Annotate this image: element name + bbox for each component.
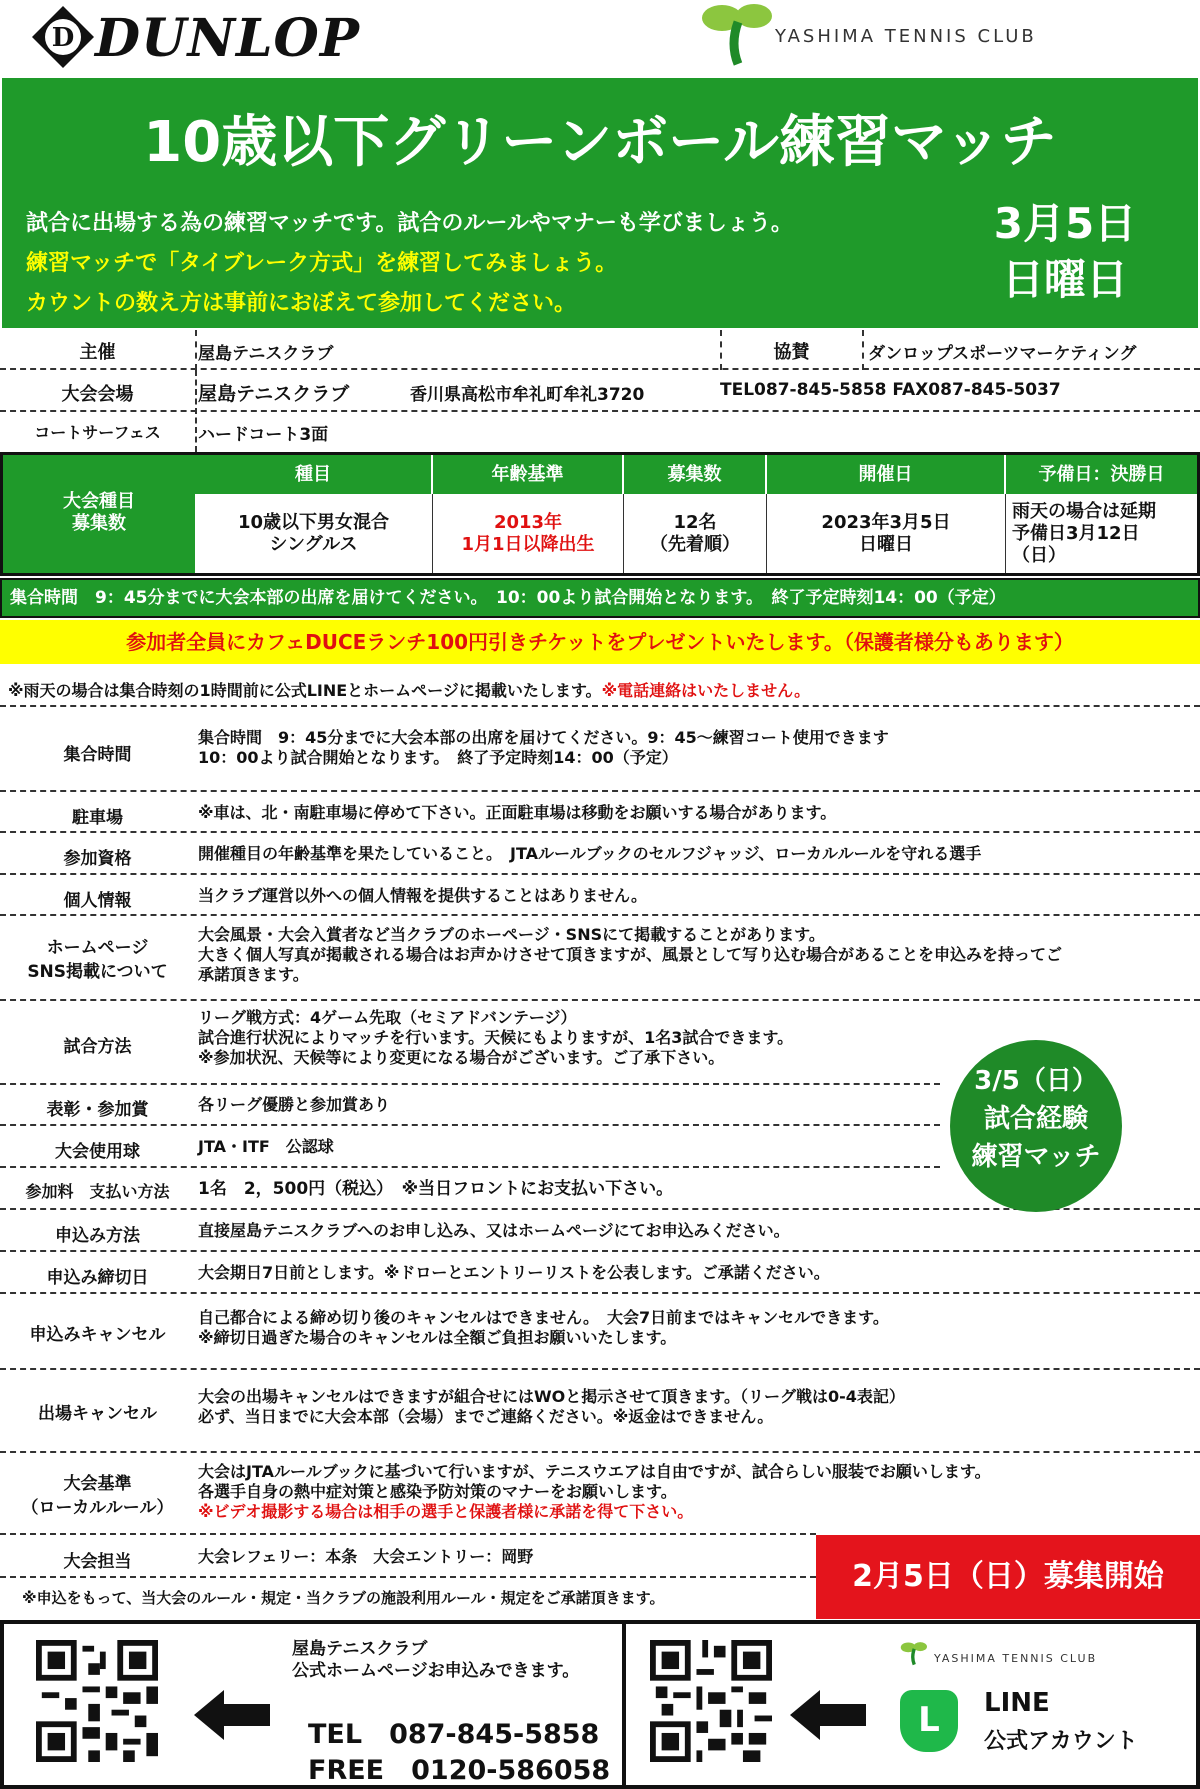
club-sprout-logo-icon [900, 1638, 930, 1668]
category-label-cell [3, 455, 195, 573]
cell-reserve [1006, 494, 1197, 573]
detail-line: 集合時間 9：45分までに大会本部の出席を届けてください。9：45～練習コート使用できます [198, 728, 889, 747]
line-app-icon[interactable]: L [900, 1690, 958, 1752]
event-date-line-1: 3月5日 [993, 199, 1137, 248]
age-line-2: 1月1日以降出生 [461, 533, 595, 555]
detail-line: 承諾頂きます。 [198, 965, 309, 984]
cell-date [767, 494, 1006, 573]
page-title: 10歳以下グリーンボール練習マッチ [143, 110, 1057, 175]
intro-line-3: カウントの数え方は事前におぼえて参加してください。 [26, 291, 577, 316]
detail-label-eligibility: 参加資格 [63, 849, 132, 869]
detail-line: 自己都合による締め切り後のキャンセルはできません。 大会7日前まではキャンセルできます。 [198, 1308, 889, 1327]
detail-line: ※締切日過ぎた場合のキャンセルは全額ご負担お願いいたします。 [198, 1328, 677, 1347]
rain-note [8, 678, 810, 701]
count-line-1: 12名 [673, 511, 717, 533]
rain-note-text: ※雨天の場合は集合時刻の1時間前に公式LINEとホームページに掲載いたします。 [8, 681, 602, 700]
homepage-info [292, 1638, 579, 1682]
detail-line: 各選手自身の熱中症対策と感染予防対策のマナーをお願いします。 [198, 1482, 677, 1501]
detail-label-privacy: 個人情報 [63, 891, 132, 911]
header-age: 年齢基準 [433, 455, 624, 494]
phone-number[interactable]: TEL 087-845-5858 [308, 1719, 600, 1750]
dunlop-flying-d-icon [30, 4, 96, 70]
line-qr-code-icon[interactable] [650, 1640, 772, 1762]
detail-label-assembly: 集合時間 [63, 745, 132, 765]
detail-label-entry-cancel: 出場キャンセル [38, 1404, 157, 1424]
cell-age [433, 494, 624, 573]
detail-value-privacy: 当クラブ運営以外への個人情報を提供することはありません。 [198, 886, 647, 905]
divider [0, 1576, 816, 1578]
detail-line: リーグ戦方式：4ゲーム先取（セミアドバンテージ） [198, 1008, 577, 1027]
divider [862, 330, 864, 370]
line-official-account-label: 公式アカウント [984, 1729, 1138, 1754]
svg-text:D: D [51, 23, 75, 53]
event-date [980, 196, 1150, 308]
detail-value-fee: 1名 2，500円（税込） ※当日フロントにお支払い下さい。 [198, 1179, 674, 1199]
detail-label-match-format: 試合方法 [63, 1037, 132, 1057]
detail-label-fee: 参加料 支払い方法 [25, 1182, 170, 1201]
detail-value-awards: 各リーグ優勝と参加賞あり [198, 1095, 391, 1114]
dunlop-brand-text: DUNLOP [95, 8, 360, 69]
arrow-left-icon [194, 1690, 270, 1740]
detail-label-local-rules [0, 1472, 195, 1520]
detail-label-sns [0, 936, 195, 984]
surface-label: コートサーフェス [34, 423, 161, 442]
surface-value: ハードコート3面 [198, 425, 329, 445]
circle-line-2: 試合経験 [983, 1104, 1088, 1134]
assembly-time-bar: 集合時間 9：45分までに大会本部の出席を届けてください。 10：00より試合開始となります。 終了予定時刻14：00（予定） [0, 578, 1200, 618]
detail-label-line: 大会基準 [63, 1474, 132, 1494]
header-count: 募集数 [624, 455, 767, 494]
divider [0, 1368, 1200, 1370]
divider [0, 1533, 816, 1535]
agreement-note: ※申込をもって、当大会のルール・規定・当クラブの施設利用ルール・規定をご承諾頂きます。 [22, 1589, 665, 1607]
divider [195, 370, 197, 452]
detail-line: 大会の出場キャンセルはできますが組合せにはWOと掲示させて頂きます。（リーグ戦は0-4表記） [198, 1387, 905, 1406]
venue-name: 屋島テニスクラブ [198, 383, 350, 405]
detail-line: ※参加状況、天候等により変更になる場合がございます。ご了承下さい。 [198, 1048, 725, 1067]
detail-value-sns [198, 925, 1062, 985]
detail-value-staff: 大会レフェリー：本条 大会エントリー：岡野 [198, 1547, 534, 1566]
divider [0, 999, 1200, 1001]
intro-line-2: 練習マッチで「タイブレーク方式」を練習してみましょう。 [26, 251, 618, 276]
event-line-2: シングルス [269, 533, 358, 555]
category-label-1: 大会種目 [63, 491, 135, 512]
detail-label-deadline: 申込み締切日 [46, 1268, 149, 1288]
detail-label-line: （ローカルルール） [21, 1498, 174, 1518]
free-dial-number[interactable]: FREE 0120-586058 [308, 1755, 611, 1786]
detail-line: 大会はJTAルールブックに基づいて行いますが、テニスウエアは自由ですが、試合らしい服装でお願いします。 [198, 1462, 991, 1481]
header-date: 開催日 [767, 455, 1006, 494]
divider [0, 1292, 1200, 1294]
detail-label-parking: 駐車場 [72, 808, 123, 828]
divider [0, 1124, 940, 1126]
detail-value-ball: JTA・ITF 公認球 [198, 1137, 334, 1156]
detail-label-line: ホームページ [46, 938, 149, 958]
club-sprout-logo-icon [700, 0, 780, 66]
sponsor-value: ダンロップスポーツマーケティング [868, 344, 1137, 364]
detail-label-staff: 大会担当 [63, 1552, 132, 1572]
club-name-logo-text: YASHIMA TENNIS CLUB [934, 1652, 1098, 1665]
detail-label-ball: 大会使用球 [55, 1142, 140, 1162]
divider [0, 790, 1200, 792]
detail-value-eligibility: 開催種目の年齢基準を果たしていること。 JTAルールブックのセルフジャッジ、ローカルルールを守れる選手 [198, 844, 982, 863]
practice-match-circle-badge [950, 1040, 1122, 1212]
header-event: 種目 [195, 455, 433, 494]
divider [0, 873, 1200, 875]
recruit-start-badge: 2月5日（日）募集開始 [816, 1535, 1200, 1619]
organizer-value: 屋島テニスクラブ [198, 344, 334, 364]
homepage-qr-code-icon[interactable] [36, 1640, 158, 1762]
detail-label-awards: 表彰・参加賞 [46, 1100, 149, 1120]
detail-value-assembly [198, 728, 889, 768]
intro-line-1: 試合に出場する為の練習マッチです。試合のルールやマナーも学びましょう。 [26, 211, 793, 236]
divider [0, 1451, 1200, 1453]
detail-label-application: 申込み方法 [55, 1226, 140, 1246]
lunch-ticket-banner: 参加者全員にカフェDUCEランチ100円引きチケットをプレゼントいたします。（保護者様分もあります） [0, 620, 1200, 664]
date-line-2: 日曜日 [859, 533, 913, 555]
detail-label-application-cancel: 申込みキャンセル [29, 1325, 166, 1345]
detail-line: 必ず、当日までに大会本部（会場）までご連絡ください。※返金はできません。 [198, 1407, 774, 1426]
circle-line-3: 練習マッチ [971, 1142, 1101, 1172]
detail-value-entry-cancel [198, 1387, 905, 1427]
line-label: LINE [984, 1688, 1050, 1718]
venue-label: 大会会場 [61, 384, 134, 405]
event-line-1: 10歳以下男女混合 [237, 511, 390, 533]
header-reserve: 予備日：決勝日 [1006, 455, 1197, 494]
event-date-line-2: 日曜日 [1001, 255, 1128, 304]
footer-divider [622, 1620, 626, 1789]
reserve-line-3: （日） [1012, 544, 1066, 566]
count-line-2: （先着順） [650, 533, 740, 555]
sponsor-label: 協賛 [773, 342, 810, 363]
detail-line: 10：00より試合開始となります。 終了予定時刻14：00（予定） [198, 748, 678, 767]
divider [0, 914, 1200, 916]
detail-label-line: SNS掲載について [27, 962, 168, 982]
divider [0, 1166, 940, 1168]
venue-phone: TEL087-845-5858 FAX087-845-5037 [720, 380, 1061, 400]
arrow-left-icon [790, 1690, 866, 1740]
age-line-1: 2013年 [493, 511, 563, 533]
detail-value-local-rules [198, 1462, 991, 1522]
venue-address: 香川県高松市牟礼町牟礼3720 [410, 385, 645, 405]
detail-value-match-format [198, 1008, 793, 1068]
circle-line-1: 3/5（日） [974, 1066, 1098, 1096]
detail-value-parking: ※車は、北・南駐車場に停めて下さい。正面駐車場は移動をお願いする場合があります。 [198, 803, 837, 822]
homepage-line-1: 屋島テニスクラブ [292, 1639, 428, 1659]
divider [195, 330, 197, 370]
divider [0, 831, 1200, 833]
date-line-1: 2023年3月5日 [821, 511, 951, 533]
detail-line-warning: ※ビデオ撮影する場合は相手の選手と保護者様に承諾を得て下さい。 [198, 1502, 694, 1521]
divider [0, 705, 1200, 707]
detail-value-deadline: 大会期日7日前とします。※ドローとエントリーリストを公表します。ご承諾ください。 [198, 1263, 830, 1282]
detail-line: 大会風景・大会入賞者など当クラブのホーページ・SNSにて掲載することがあります。 [198, 925, 825, 944]
detail-value-application: 直接屋島テニスクラブへのお申し込み、又はホームページにてお申込みください。 [198, 1221, 790, 1240]
reserve-line-1: 雨天の場合は延期 [1012, 500, 1156, 522]
reserve-line-2: 予備日3月12日 [1012, 522, 1140, 544]
rain-note-red: ※電話連絡はいたしません。 [601, 681, 811, 700]
homepage-line-2: 公式ホームページお申込みできます。 [292, 1661, 580, 1681]
divider [720, 330, 722, 370]
cell-count [624, 494, 767, 573]
detail-line: 試合進行状況によりマッチを行います。天候にもよりますが、1名3試合できます。 [198, 1028, 794, 1047]
divider [0, 1250, 1200, 1252]
category-label-2: 募集数 [72, 513, 126, 534]
club-name-logo-text: YASHIMA TENNIS CLUB [775, 26, 1037, 47]
organizer-label: 主催 [79, 342, 116, 363]
divider [0, 1083, 940, 1085]
cell-event [195, 494, 433, 573]
detail-line: 大きく個人写真が掲載される場合はお声かけさせて頂きますが、風景として写り込む場合があることを申込みを持ってご [198, 945, 1063, 964]
detail-value-application-cancel [198, 1308, 889, 1348]
